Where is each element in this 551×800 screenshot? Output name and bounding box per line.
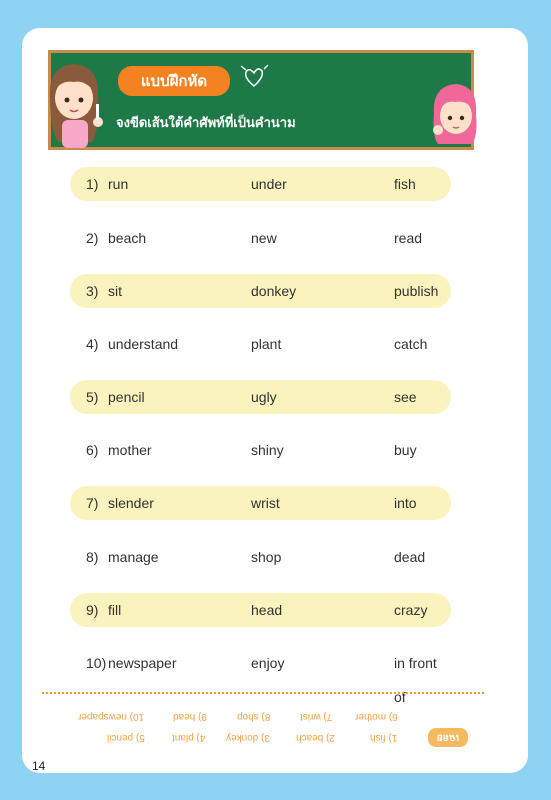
- word-option[interactable]: read: [394, 230, 423, 246]
- word-option[interactable]: dead: [394, 549, 426, 565]
- page-number: 14: [32, 759, 46, 773]
- word-option[interactable]: mother: [108, 442, 152, 458]
- answer-item: 1) fish: [370, 732, 398, 743]
- word-option[interactable]: shop: [251, 549, 282, 565]
- word-option[interactable]: catch: [394, 336, 428, 352]
- word-row: [70, 540, 451, 574]
- word-row: [70, 327, 451, 361]
- girl-character-right-illustration: [428, 80, 480, 148]
- answer-item: 9) head: [173, 711, 207, 722]
- word-row: [70, 167, 451, 201]
- girl-character-left-illustration: [40, 58, 110, 150]
- word-option[interactable]: under: [251, 176, 287, 192]
- word-row: [70, 486, 451, 520]
- row-number: 4): [86, 336, 99, 352]
- answer-item: 8) shop: [237, 711, 271, 722]
- exercise-instruction: จงขีดเส้นใต้คำศัพท์ที่เป็นคำนาม: [116, 116, 296, 131]
- word-option[interactable]: head: [251, 602, 283, 618]
- answer-item: 7) wrist: [300, 711, 333, 722]
- word-option[interactable]: wrist: [251, 495, 280, 511]
- word-option[interactable]: sit: [108, 283, 122, 299]
- word-row: [70, 433, 451, 467]
- answer-item: 6) mother: [355, 711, 398, 722]
- word-row: [70, 380, 451, 414]
- word-option[interactable]: in front of: [394, 655, 437, 705]
- row-number: 7): [86, 495, 99, 511]
- word-option[interactable]: pencil: [108, 389, 145, 405]
- answer-item: 10) newspaper: [78, 711, 145, 722]
- row-number: 5): [86, 389, 99, 405]
- word-option[interactable]: enjoy: [251, 655, 285, 671]
- word-row: [70, 221, 451, 255]
- heart-doodle-icon: [238, 62, 272, 90]
- word-option[interactable]: shiny: [251, 442, 284, 458]
- word-option[interactable]: donkey: [251, 283, 297, 299]
- word-row: [70, 274, 451, 308]
- word-option[interactable]: understand: [108, 336, 179, 352]
- word-row: [70, 593, 451, 627]
- row-number: 1): [86, 176, 99, 192]
- word-option[interactable]: publish: [394, 283, 439, 299]
- answer-item: 3) donkey: [226, 732, 270, 743]
- row-number: 2): [86, 230, 99, 246]
- word-option[interactable]: plant: [251, 336, 282, 352]
- answer-item: 2) beach: [296, 732, 335, 743]
- word-option[interactable]: manage: [108, 549, 159, 565]
- word-option[interactable]: fish: [394, 176, 416, 192]
- word-option[interactable]: see: [394, 389, 417, 405]
- exercise-title-badge: แบบฝึกหัด: [118, 66, 230, 96]
- answer-item: 4) plant: [172, 732, 206, 743]
- answer-key-label: เฉลย: [428, 728, 468, 747]
- row-number: 6): [86, 442, 99, 458]
- word-option[interactable]: beach: [108, 230, 147, 246]
- word-option[interactable]: slender: [108, 495, 154, 511]
- answer-item: 5) pencil: [107, 732, 145, 743]
- word-option[interactable]: run: [108, 176, 129, 192]
- word-option[interactable]: crazy: [394, 602, 428, 618]
- row-number: 10): [86, 655, 107, 671]
- row-number: 8): [86, 549, 99, 565]
- word-option[interactable]: new: [251, 230, 277, 246]
- word-option[interactable]: ugly: [251, 389, 277, 405]
- word-option[interactable]: into: [394, 495, 417, 511]
- row-number: 3): [86, 283, 99, 299]
- word-option[interactable]: newspaper: [108, 655, 177, 671]
- word-option[interactable]: buy: [394, 442, 417, 458]
- row-number: 9): [86, 602, 99, 618]
- word-option[interactable]: fill: [108, 602, 122, 618]
- word-row: [70, 646, 451, 705]
- dotted-divider: [42, 692, 484, 694]
